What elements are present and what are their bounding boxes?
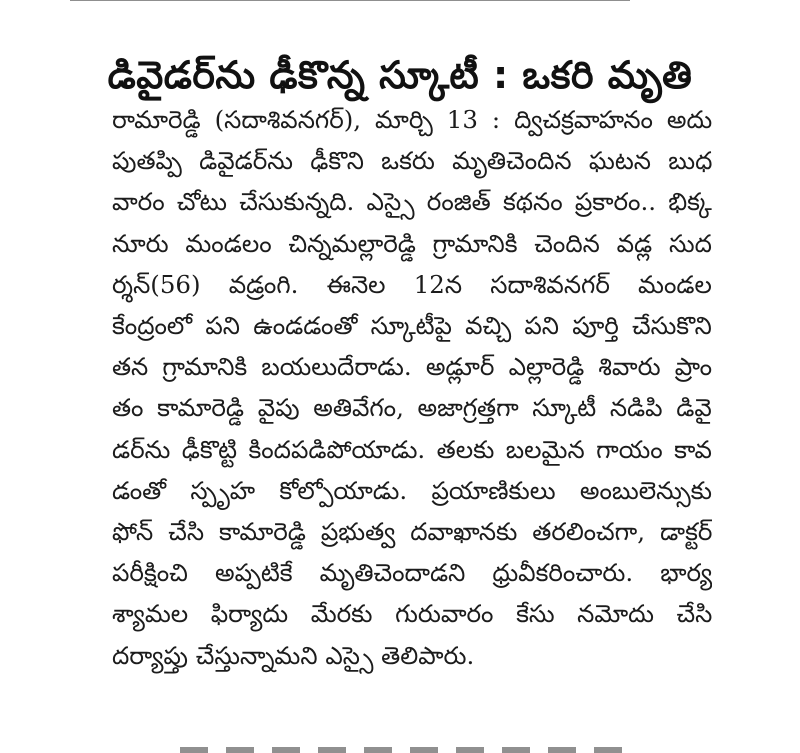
- article-body: [112, 99, 712, 676]
- body-line: తన గ్రామానికి బయలుదేరాడు. అడ్లూర్ ఎల్లారెడ్డి శివారు ప్రాం: [112, 352, 712, 382]
- next-article-cut-text: [180, 747, 640, 753]
- article-headline: డివైడర్‌ను ఢీకొన్న స్కూటీ : ఒకరి మృతి: [107, 53, 693, 98]
- body-line: ఫోన్ చేసి కామారెడ్డి ప్రభుత్వ దవాఖానకు తరలించగా, డాక్టర్: [112, 517, 712, 547]
- body-line: కేంద్రంలో పని ఉండడంతో స్కూటీపై వచ్చి పని పూర్తి చేసుకొని: [112, 311, 712, 341]
- body-line: డంతో స్పృహ కోల్పోయాడు. ప్రయాణికులు అంబులెన్సుకు: [112, 475, 712, 505]
- body-line: పరీక్షించి అప్పటికే మృతిచెందాడని ధ్రువీకరించారు. భార్య: [112, 558, 712, 588]
- body-line: తం కామారెడ్డి వైపు అతివేగం, అజాగ్రత్తగా స్కూటీ నడిపి డివై: [112, 393, 712, 423]
- body-line: డర్‌ను ఢీకొట్టి కిందపడిపోయాడు. తలకు బలమైన గాయం కావ: [112, 434, 712, 464]
- body-line: పుతప్పి డివైడర్‌ను ఢీకొని ఒకరు మృతిచెందిన ఘటన బుధ: [112, 146, 712, 176]
- body-line: శ్యామల ఫిర్యాదు మేరకు గురువారం కేసు నమోదు చేసి: [112, 599, 712, 629]
- previous-article-cut-text: [70, 0, 630, 4]
- body-line: నూరు మండలం చిన్నమల్లారెడ్డి గ్రామానికి చెందిన వడ్ల సుద: [112, 228, 712, 258]
- body-line: వారం చోటు చేసుకున్నది. ఎస్సై రంజిత్ కథనం ప్రకారం.. భిక్క: [112, 187, 712, 217]
- body-line: ర్శన్(56) వడ్రంగి. ఈనెల 12న సదాశివనగర్ మండల: [112, 269, 712, 299]
- body-line: దర్యాప్తు చేస్తున్నామని ఎస్సై తెలిపారు.: [112, 640, 475, 670]
- body-line: రామారెడ్డి (సదాశివనగర్), మార్చి 13 : ద్విచక్రవాహనం అదు: [112, 105, 712, 134]
